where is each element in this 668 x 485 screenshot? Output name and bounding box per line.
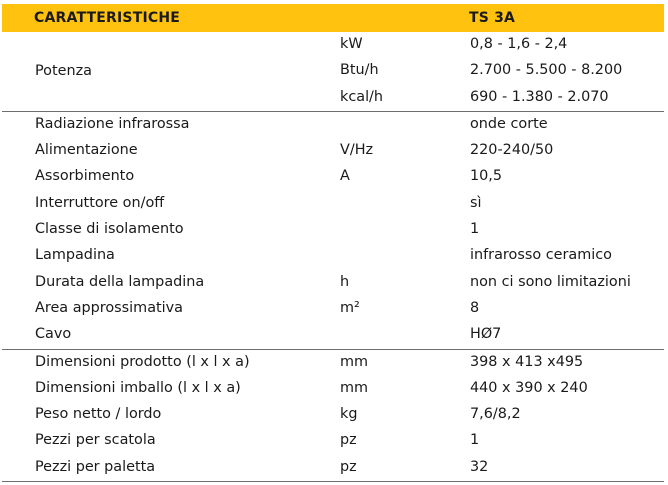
table-row <box>2 428 664 454</box>
value-cell: 8 <box>470 299 480 316</box>
value-cell: onde corte <box>470 115 548 132</box>
label-cell: Cavo <box>35 326 72 343</box>
power-label: Potenza <box>35 63 92 79</box>
table-row <box>2 376 664 402</box>
value-cell: infrarosso ceramico <box>470 247 612 264</box>
value-cell: 10,5 <box>470 168 503 185</box>
label-cell: Pezzi per paletta <box>35 458 156 475</box>
label-cell: Lampadina <box>35 247 115 264</box>
unit-cell: kg <box>340 406 358 423</box>
label-cell: Peso netto / lordo <box>35 406 162 423</box>
label-cell: Dimensioni prodotto (l x l x a) <box>35 353 250 370</box>
label-cell: Interruttore on/off <box>35 194 165 211</box>
value-cell: 32 <box>470 458 489 475</box>
table-row <box>2 164 664 190</box>
specs-section <box>2 112 664 350</box>
label-cell: Durata della lampadina <box>35 273 205 290</box>
table-row <box>2 243 664 269</box>
label-cell: Alimentazione <box>35 142 138 159</box>
spec-table <box>2 4 664 482</box>
value-cell: 220-240/50 <box>470 142 554 159</box>
table-row <box>2 138 664 164</box>
table-row <box>2 270 664 296</box>
unit-cell: Btu/h <box>340 62 379 79</box>
header-model: TS 3A <box>469 10 516 26</box>
table-row <box>2 112 664 138</box>
label-cell: Pezzi per scatola <box>35 432 156 449</box>
value-cell: 2.700 - 5.500 - 8.200 <box>470 62 623 79</box>
unit-cell: m² <box>340 299 360 316</box>
value-cell: non ci sono limitazioni <box>470 273 631 290</box>
label-cell: Area approssimativa <box>35 299 183 316</box>
label-cell: Classe di isolamento <box>35 221 184 238</box>
unit-cell: mm <box>340 353 369 370</box>
table-row <box>2 322 664 348</box>
table-row <box>2 191 664 217</box>
table-row <box>2 85 664 111</box>
value-cell: 0,8 - 1,6 - 2,4 <box>470 36 568 52</box>
label-cell: Dimensioni imballo (l x l x a) <box>35 379 241 396</box>
value-cell: sì <box>470 194 482 211</box>
header-characteristics: CARATTERISTICHE <box>34 10 181 26</box>
value-cell: 7,6/8,2 <box>470 406 521 423</box>
power-section <box>2 32 664 112</box>
unit-cell: A <box>340 168 350 185</box>
label-cell: Radiazione infrarossa <box>35 115 190 132</box>
unit-cell: mm <box>340 379 369 396</box>
unit-cell: h <box>340 273 350 290</box>
unit-cell: pz <box>340 432 357 449</box>
value-cell: 1 <box>470 221 480 238</box>
value-cell: 398 x 413 x495 <box>470 353 584 370</box>
value-cell: 1 <box>470 432 480 449</box>
label-cell: Assorbimento <box>35 168 135 185</box>
table-header <box>2 4 664 32</box>
unit-cell: kcal/h <box>340 88 384 105</box>
value-cell: 440 x 390 x 240 <box>470 379 588 396</box>
unit-cell: pz <box>340 458 357 475</box>
unit-cell: V/Hz <box>340 142 374 159</box>
unit-cell: kW <box>340 36 363 52</box>
packaging-section <box>2 350 664 482</box>
table-row <box>2 296 664 322</box>
table-row <box>2 455 664 481</box>
table-row <box>2 32 664 58</box>
table-row <box>2 58 664 84</box>
table-row <box>2 217 664 243</box>
table-row <box>2 350 664 376</box>
value-cell: 690 - 1.380 - 2.070 <box>470 88 609 105</box>
table-row <box>2 402 664 428</box>
value-cell: HØ7 <box>470 326 502 343</box>
